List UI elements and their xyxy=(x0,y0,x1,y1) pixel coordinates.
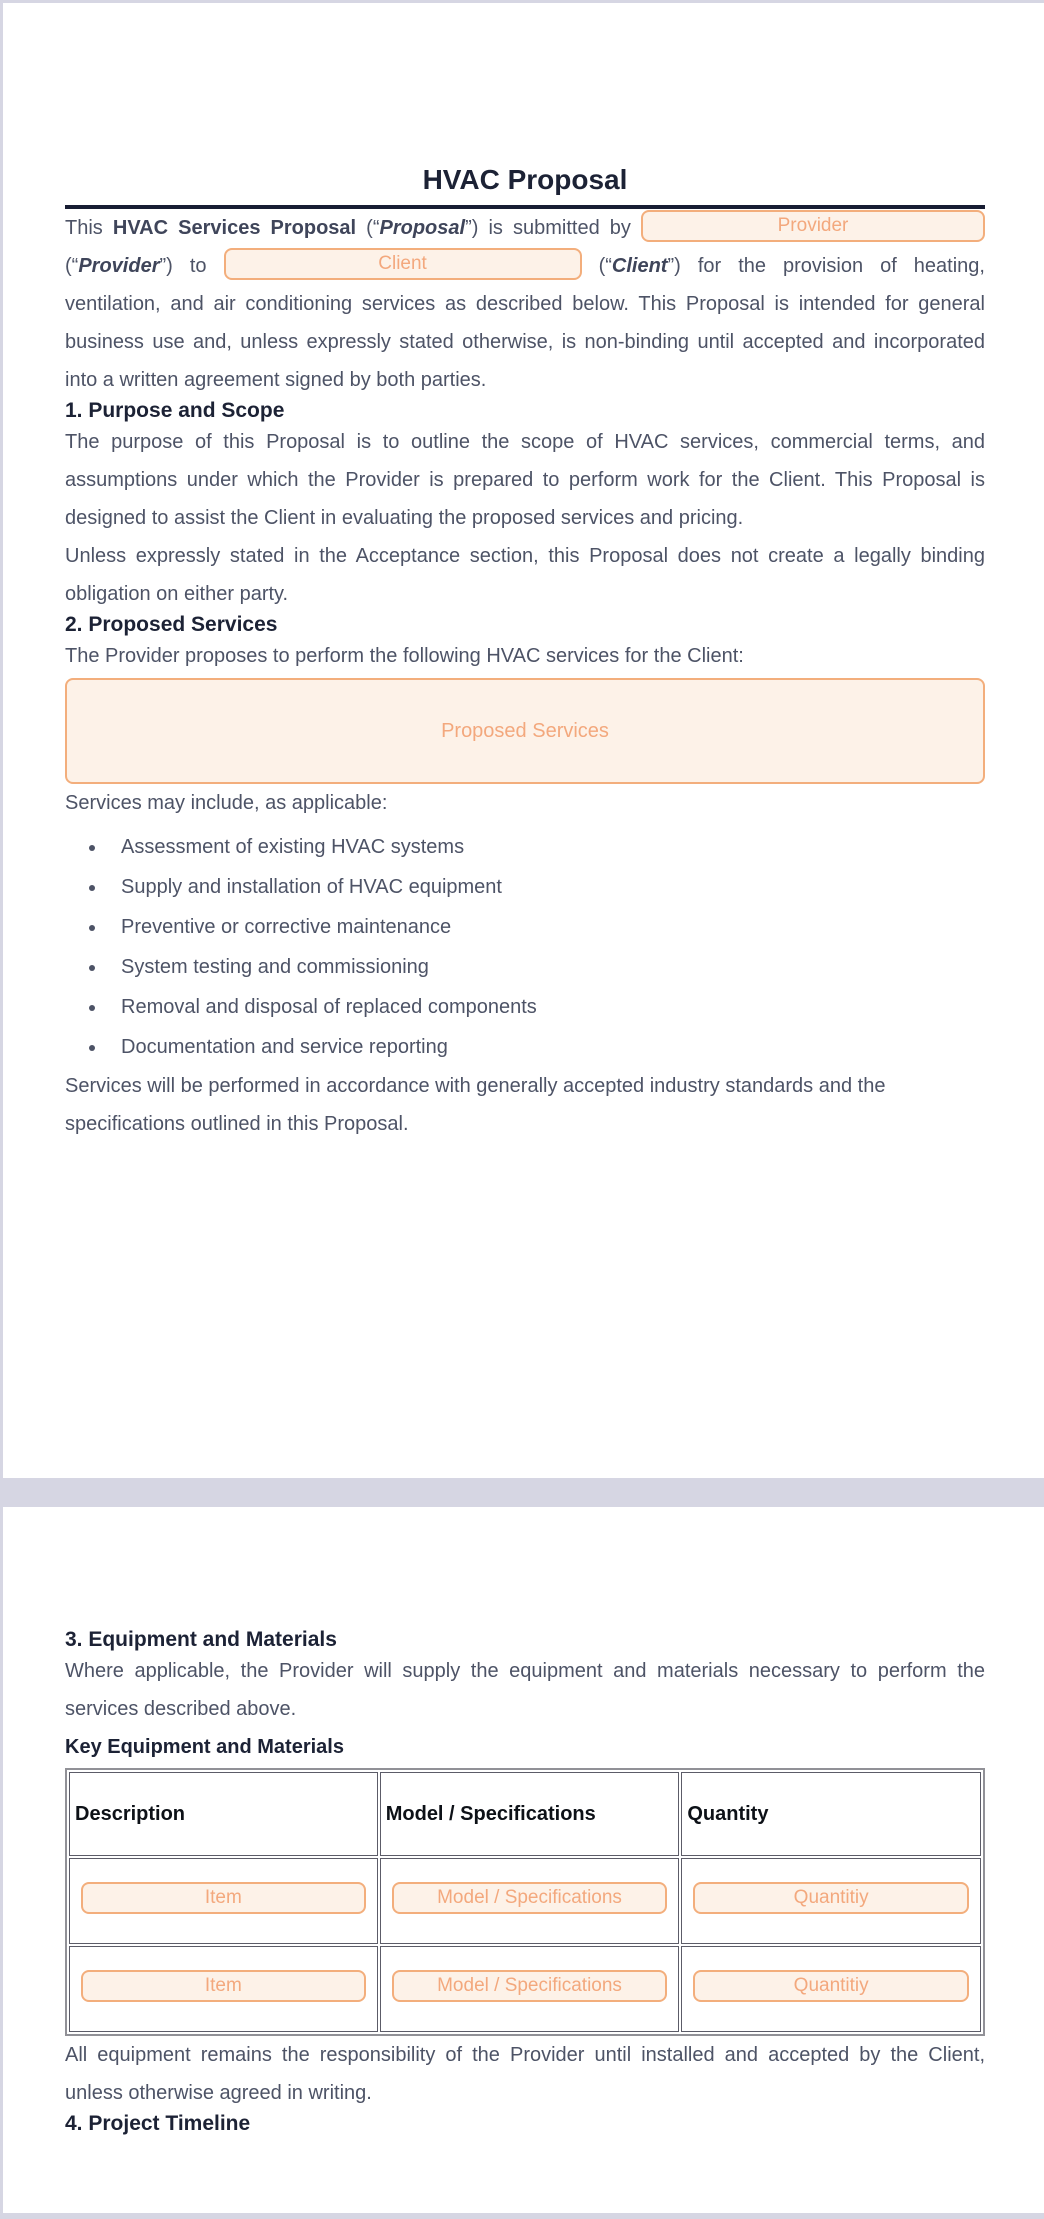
item-input-row-1[interactable] xyxy=(81,1882,366,1914)
model-specifications-input-row-1[interactable] xyxy=(392,1882,668,1914)
service-bullet-item: • Documentation and service reporting xyxy=(107,1027,985,1067)
service-bullet-item: • Supply and installation of HVAC equipment xyxy=(107,867,985,907)
provider-input[interactable] xyxy=(641,210,985,242)
quantity-input-row-2[interactable] xyxy=(693,1970,969,2002)
intro-text: (“ xyxy=(581,255,612,277)
document-page-2 xyxy=(3,1507,1044,2213)
item-input-row-2[interactable] xyxy=(81,1970,366,2002)
section-heading-equipment-and-materials: 3. Equipment and Materials xyxy=(65,1628,337,1651)
section-heading-purpose-and-scope: 1. Purpose and Scope xyxy=(65,399,285,422)
intro-bold-proposal-name: HVAC Services Proposal xyxy=(112,217,357,239)
model-cell xyxy=(380,1858,680,1944)
section-heading-proposed-services: 2. Proposed Services xyxy=(65,613,278,636)
intro-text: ”) is submitted by xyxy=(465,217,641,239)
service-bullet-item: • System testing and commissioning xyxy=(107,947,985,987)
services-include-label: Services may include, as applicable: xyxy=(65,792,388,814)
intro-term-proposal: Proposal xyxy=(379,217,466,239)
intro-text: This xyxy=(65,217,113,239)
quantity-input-row-1[interactable] xyxy=(693,1882,969,1914)
item-cell xyxy=(69,1946,378,2032)
intro-text: (“ xyxy=(65,255,79,277)
column-header-quantity: Quantity xyxy=(681,1772,981,1856)
quantity-cell xyxy=(681,1858,981,1944)
document-page-1 xyxy=(3,3,1044,1478)
document-title: HVAC Proposal xyxy=(422,164,628,195)
item-cell xyxy=(69,1858,378,1944)
page-break-gap xyxy=(0,1478,1044,1507)
model-cell xyxy=(380,1946,680,2032)
services-bullet-list xyxy=(65,827,985,1067)
quantity-cell xyxy=(681,1946,981,2032)
equipment-table-header-row xyxy=(69,1772,981,1856)
intro-text: (“ xyxy=(356,217,380,239)
services-closing-paragraph: Services will be performed in accordance with generally accepted industry standards and the specifications outlined in this Proposal. xyxy=(65,1075,886,1135)
equipment-table-row xyxy=(69,1858,981,1944)
column-header-description: Description xyxy=(69,1772,378,1856)
model-specifications-input-row-2[interactable] xyxy=(392,1970,668,2002)
section-heading-project-timeline: 4. Project Timeline xyxy=(65,2112,251,2135)
services-lead-paragraph: The Provider proposes to perform the following HVAC services for the Client: xyxy=(65,645,744,667)
client-input[interactable] xyxy=(224,248,582,280)
service-bullet-item: • Preventive or corrective maintenance xyxy=(107,907,985,947)
intro-term-provider: Provider xyxy=(78,255,160,277)
purpose-paragraph-2: Unless expressly stated in the Acceptance section, this Proposal does not create a legally binding obligation on either party. xyxy=(65,545,985,605)
equipment-paragraph: Where applicable, the Provider will supply the equipment and materials necessary to perform the services described above. xyxy=(65,1660,985,1720)
intro-text: ”) to xyxy=(159,255,224,277)
service-bullet-item: • Removal and disposal of replaced components xyxy=(107,987,985,1027)
intro-term-client: Client xyxy=(611,255,668,277)
equipment-table-row xyxy=(69,1946,981,2032)
equipment-table xyxy=(65,1768,985,2036)
service-bullet-item: • Assessment of existing HVAC systems xyxy=(107,827,985,867)
intro-paragraph xyxy=(65,209,985,399)
equipment-table-title: Key Equipment and Materials xyxy=(65,1736,344,1758)
proposed-services-placeholder: Proposed Services xyxy=(441,719,609,742)
purpose-paragraph-1: The purpose of this Proposal is to outline the scope of HVAC services, commercial terms, and assumptions under which the Provider is prepared to perform work for the Client. This Proposal is designed to assist the Client in evaluating the proposed services and pricing. xyxy=(65,431,985,529)
intro-text: ”) for the provision of heating, ventilation, and air conditioning services as described below. This Proposal is intended for general business use and, unless expressly stated otherwise, is non-binding until accepted and incorporated into a written agreement signed by both parties. xyxy=(65,255,985,391)
proposed-services-textarea[interactable] xyxy=(65,678,985,784)
column-header-model-specifications: Model / Specifications xyxy=(380,1772,680,1856)
equipment-closing-paragraph: All equipment remains the responsibility of the Provider until installed and accepted by the Client, unless otherwise agreed in writing. xyxy=(65,2044,985,2104)
